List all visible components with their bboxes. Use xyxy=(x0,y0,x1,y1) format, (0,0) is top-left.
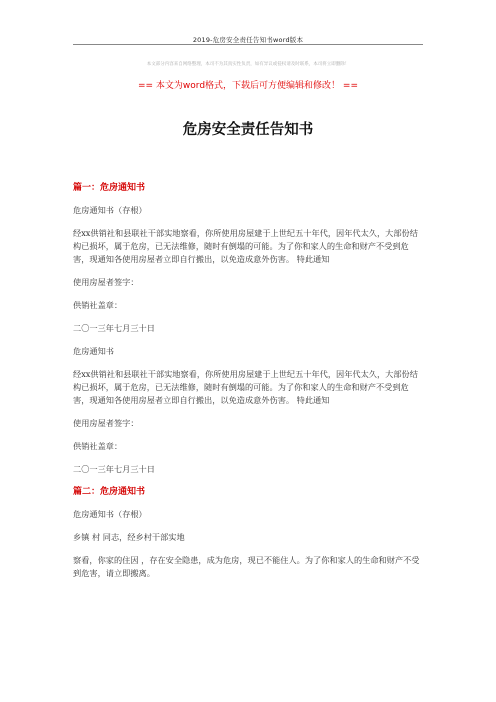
paragraph: 供销社盖章： xyxy=(73,300,123,310)
paragraph: 经xx供销社和县联社干部实地察看，你所使用房屋建于上世纪五十年代，因年代太久，大部份结构已损坏，属于危房，已无法维修，随时有倒塌的可能。为了你和家人的生命和财产不受到危害，现通知各使用房屋者立即自行搬出，以免造成意外伤害。 特此通知 xyxy=(73,369,418,405)
paragraph: 危房通知书 xyxy=(73,346,114,356)
paragraph: 危房通知书（存根） xyxy=(73,509,147,519)
paragraph: 危房通知书（存根） xyxy=(73,205,147,215)
paragraph: 二〇一三年七月三十日 xyxy=(73,323,155,333)
paragraph: 二〇一三年七月三十日 xyxy=(73,464,155,474)
document-title: 危房安全责任告知书 xyxy=(182,122,314,138)
paragraph: 供销社盖章： xyxy=(73,441,123,451)
paragraph: 使用房屋者签字： xyxy=(73,277,139,287)
paragraph: 乡镇 村 同志，经乡村干部实地 xyxy=(73,532,185,542)
paragraph: 经xx供销社和县联社干部实地察看，你所使用房屋建于上世纪五十年代，因年代太久，大部份结构已损坏，属于危房，已无法维修，随时有倒塌的可能。为了你和家人的生命和财产不受到危害，现通知各使用房屋者立即自行搬出，以免造成意外伤害。 特此通知 xyxy=(73,228,418,264)
page-header xyxy=(73,27,423,45)
document-body xyxy=(73,182,422,590)
header-title: 2019-危房安全责任告知书word版本 xyxy=(192,36,304,44)
section-title-1: 篇一：危房通知书 xyxy=(73,183,146,193)
paragraph: 使用房屋者签字： xyxy=(73,418,139,428)
section-title-2: 篇二：危房通知书 xyxy=(73,487,146,497)
disclaimer-text: 本文部分内容来自网络整理，本司不为其真实性负责，如有异议或侵权请及时联系，本司将立即删除！ xyxy=(146,62,350,67)
word-format-notice: == 本文为word格式，下载后可方便编辑和修改！ == xyxy=(137,81,358,91)
paragraph: 察看，你家的住因 ，存在安全隐患，成为危房，现已不能住人。为了你和家人的生命和财产不受到危害，请立即搬离。 xyxy=(73,555,420,578)
